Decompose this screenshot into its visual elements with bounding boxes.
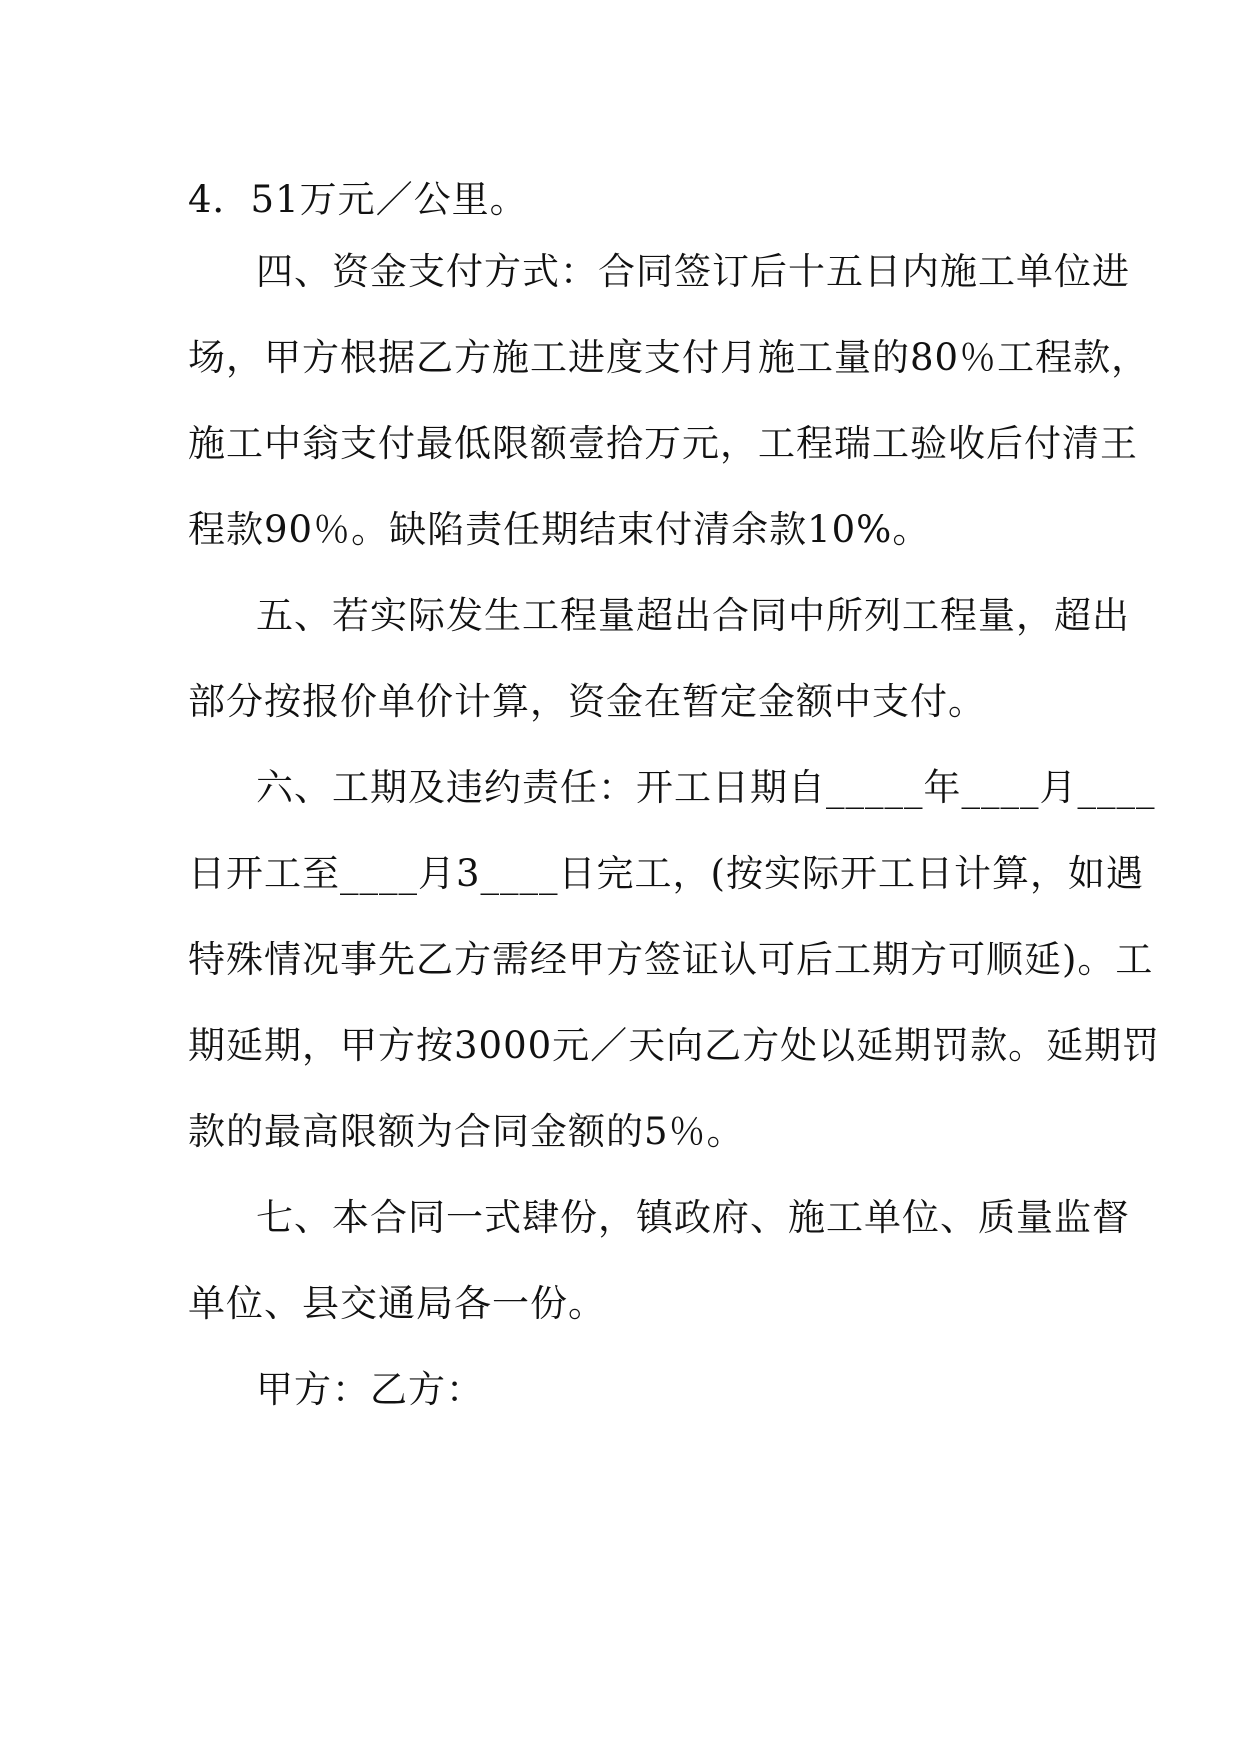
paragraph-line: 五、若实际发生工程量超出合同中所列工程量，超出 [256, 594, 1130, 637]
paragraph-line: 七、本合同一式肆份，镇政府、施工单位、质量监督 [256, 1196, 1130, 1239]
paragraph-line: 4．51万元／公里。 [188, 178, 528, 221]
paragraph-line: 特殊情况事先乙方需经甲方签证认可后工期方可顺延)。工 [188, 938, 1154, 981]
paragraph-line: 期延期，甲方按3000元／天向乙方处以延期罚款。延期罚 [188, 1024, 1161, 1067]
paragraph-line: 四、资金支付方式：合同签订后十五日内施工单位进 [256, 250, 1130, 293]
paragraph-line: 程款90％。缺陷责任期结束付清余款10%。 [188, 508, 931, 551]
paragraph-line: 施工中翁支付最低限额壹拾万元，工程瑞工验收后付清王 [188, 422, 1138, 465]
paragraph-line: 部分按报价单价计算，资金在暂定金额中支付。 [188, 680, 986, 723]
signature-line: 甲方：乙方： [256, 1368, 484, 1411]
paragraph-line: 款的最高限额为合同金额的5％。 [188, 1110, 745, 1153]
paragraph-line: 场，甲方根据乙方施工进度支付月施工量的80％工程款， [188, 336, 1150, 379]
paragraph-line: 六、工期及违约责任：开工日期自_____年____月____ [256, 766, 1156, 809]
paragraph-line: 日开工至____月3____日完工，(按实际开工日计算，如遇 [188, 852, 1144, 895]
paragraph-line: 单位、县交通局各一份。 [188, 1282, 606, 1325]
